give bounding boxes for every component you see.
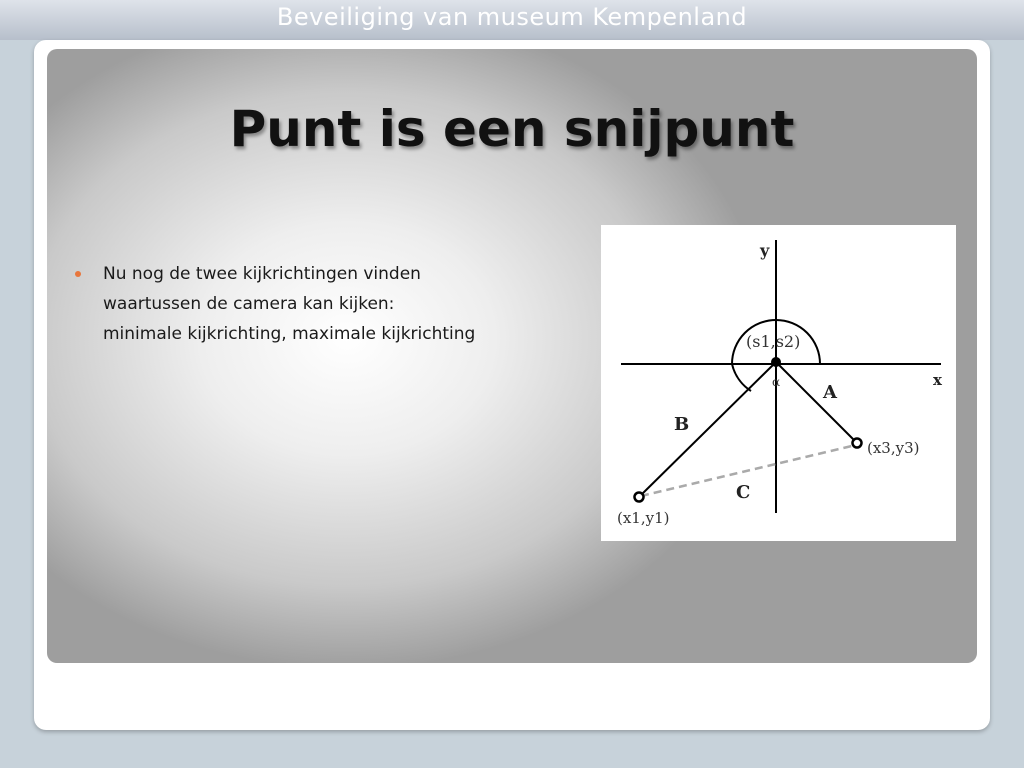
slide-title: Punt is een snijpunt <box>229 100 795 158</box>
presentation-title: Beveiliging van museum Kempenland <box>276 3 748 31</box>
point-1-label: (x1,y1) <box>617 509 670 527</box>
bullet-list <box>75 259 595 349</box>
segment-c-label: C <box>736 482 751 503</box>
angle-label: α <box>772 375 781 389</box>
x-axis-label: x <box>933 371 942 389</box>
segment-a <box>776 362 857 443</box>
center-label: (s1,s2) <box>746 332 801 351</box>
segment-a-label: A <box>823 382 837 403</box>
diagram-svg <box>601 225 956 541</box>
segment-b-label: B <box>674 414 690 435</box>
bullet-dot-icon <box>75 271 81 277</box>
alpha-arc <box>732 364 751 391</box>
intersection-diagram <box>601 225 956 541</box>
point-x1y1 <box>635 493 644 502</box>
point-x3y3 <box>853 439 862 448</box>
header-bar <box>0 0 1024 40</box>
bullet-item <box>75 259 595 349</box>
y-axis-label: y <box>760 241 770 260</box>
bullet-line: minimale kijkrichting, maximale kijkrichting <box>103 324 476 344</box>
bullet-line: Nu nog de twee kijkrichtingen vinden <box>103 264 421 284</box>
bullet-line: waartussen de camera kan kijken: <box>103 294 395 314</box>
point-3-label: (x3,y3) <box>867 439 920 457</box>
center-point <box>771 357 781 367</box>
segment-b <box>639 362 776 497</box>
